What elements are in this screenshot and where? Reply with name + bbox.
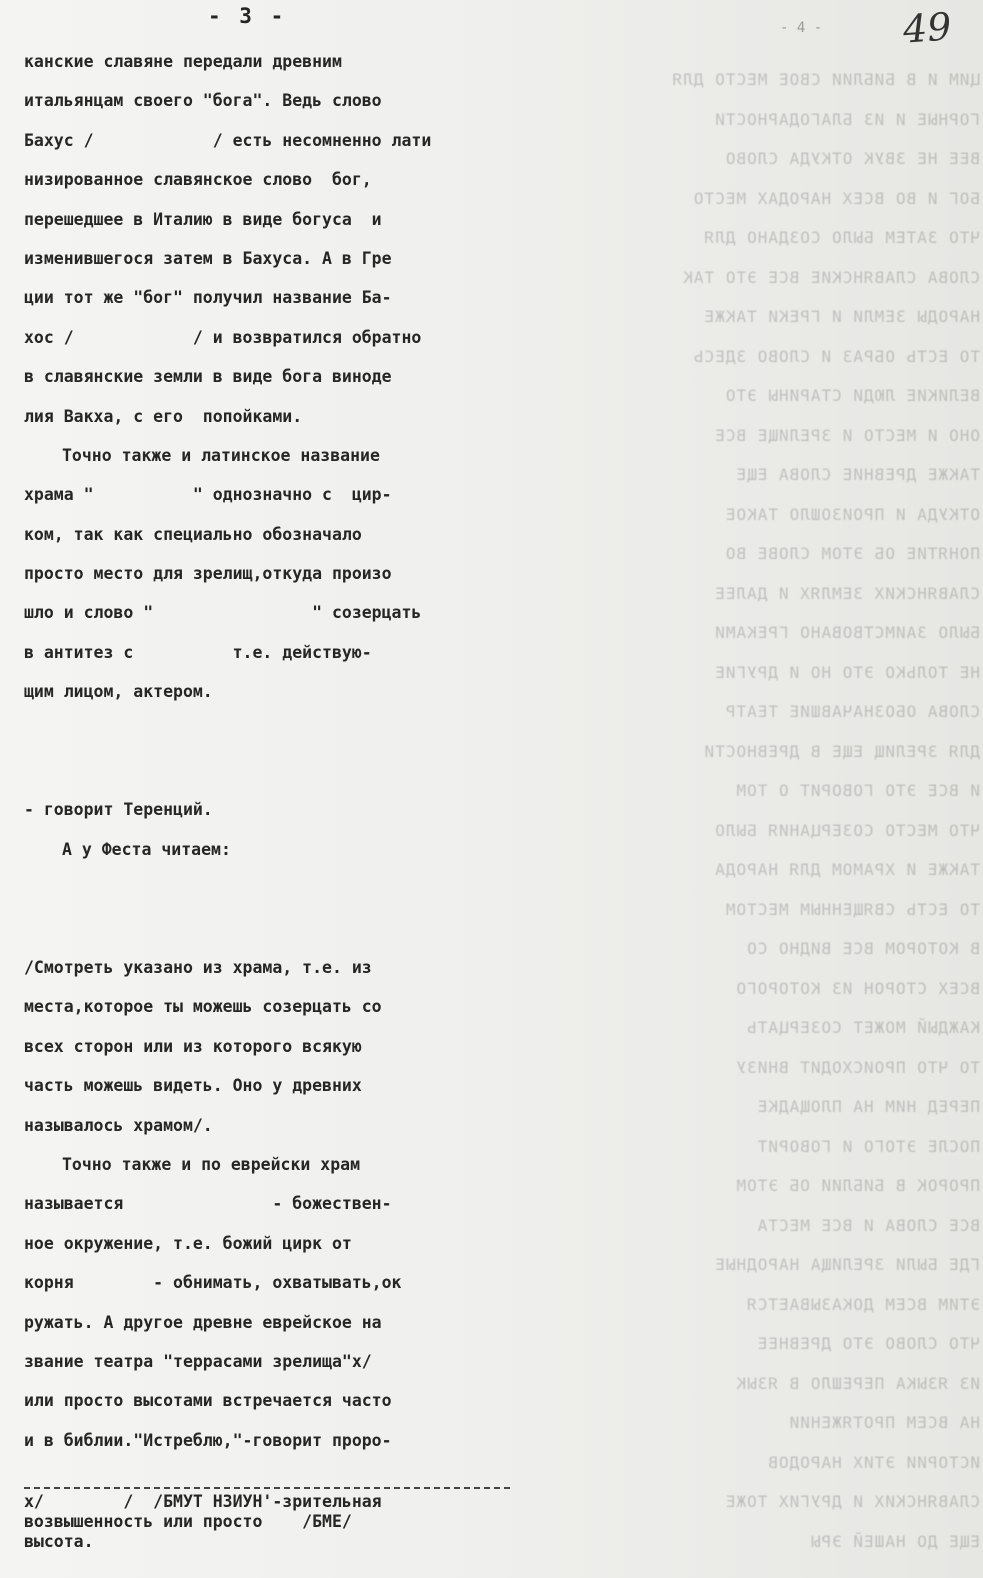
text-line: итальянцам своего "бога". Ведь слово [24,91,382,111]
text-line: ком, так как специально обозначало [24,524,362,544]
text-line: корня - обнимать, охватывать,ок [24,1273,402,1293]
bleed-line: ИСТОРИИ ЭТИХ НАРОДОВ [767,1452,980,1472]
bleed-line: СЛОВА СЛАВЯНСКИЕ ВСЕ ЭТО ТАК [682,267,980,287]
text-line: хос / / и возвратился обратно [24,327,422,347]
bleed-line: БЫЛО ЗАИМСТВОВАНО ГРЕКАМИ [714,623,980,642]
bleed-line: ПОНЯТИЕ ОБ ЭТОМ СЛОВЕ ВО [724,544,980,563]
bleed-line: ВСЕ СЛОВА И ВСЕ МЕСТА [756,1215,980,1235]
bleed-line: ГДЕ БЫЛИ ЗРЕЛИЩА НАРОДНЫЕ [714,1255,980,1274]
text-line: в славянские земли в виде бога виноде [24,367,392,387]
text-line: изменившегося затем в Бахуса. А в Гре [24,248,392,268]
bleed-line: ТО ЧТО ПРОИСХОДИТ ВНИЗУ [735,1057,980,1077]
bleed-line: ЧТО МЕСТО СОЗЕРЦАНИЯ БЫЛО [714,820,980,840]
text-line: ции тот же "бог" получил название Ба- [24,288,392,308]
bleed-line: НА ВСЕМ ПРОТЯЖЕНИИ [788,1413,980,1432]
text-line: лия Вакха, с его попойками. [24,406,303,426]
text-line: канские славяне передали древним [24,52,342,71]
text-line: /Смотреть указано из храма, т.е. из [24,957,372,977]
text-line [24,712,524,751]
text-line: и в библии."Истреблю,"-говорит проро- [24,1430,392,1450]
bleed-line: ЦИМ И В БИБЛИИ СВОЕ МЕСТО ДЛЯ [671,70,980,89]
bleed-line: ПРОРОК В БИБЛИИ ОБ ЭТОМ [735,1176,980,1195]
bleed-line: ТАКЖЕ ДРЕВНИЕ СЛОВА ЕЩЕ [735,465,980,484]
text-line: Точно также и латинское название [62,445,380,465]
typewritten-text [24,42,524,1460]
bleed-line: ВЕЕ НЕ ЗВУК ОТКУДА СЛОВО [724,149,980,168]
bleed-line: И ВСЕ ЭТО ГОВОРИТ О ТОМ [735,781,980,800]
text-line: всех сторон или из которого всякую [24,1036,362,1056]
text-line [24,751,524,790]
bleed-line: КАЖДЫЙ МОЖЕТ СОЗЕРЦАТЬ [746,1018,980,1037]
text-line: места,которое ты можешь созерцать со [24,997,382,1017]
text-line: Бахус / / есть несомненно лати [24,130,432,150]
text-line: Точно также и по еврейски храм [62,1154,361,1174]
text-line: ружать. А другое древне еврейское на [24,1312,382,1332]
text-line: или просто высотами встречается часто [24,1391,392,1411]
text-line: низированное славянское слово бог, [24,170,372,190]
footnote-separator [24,1487,510,1489]
bleed-line: ТО ЕСТЬ СВЯЩЕННЫМ МЕСТОМ [724,899,980,919]
text-line: А у Феста читаем: [62,839,231,859]
faint-page-number: - 4 - [780,20,823,36]
bleed-line: ОТКУДА И ПРОИЗОШЛО ТАКОЕ [724,504,980,524]
bleed-line: ЕЩЕ ДО НАШЕЙ ЭРЫ [809,1531,980,1551]
bleed-line: СЛАВЯНСКИХ ЗЕМЛЯХ И ДАЛЕЕ [714,583,980,603]
footnote-line: х/ / /БМУТ НЗИУН'-зрительная [24,1492,382,1511]
bleed-line: ЧТО ЗАТЕМ БЫЛО СОЗДАНО ДЛЯ [703,228,980,247]
bleed-line: ПОСЛЕ ЭТОГО И ГОВОРИТ [756,1136,980,1156]
bleed-line: ТО ЕСТЬ ОБРАЗ И СЛОВО ЗДЕСЬ [692,346,980,366]
text-line: храма " " однозначно с цир- [24,485,392,505]
text-line: шло и слово " " созерцать [24,603,422,623]
text-line: в антитез с т.е. действую- [24,642,372,662]
text-line: ное окружение, т.е. божий цирк от [24,1233,352,1253]
bleed-line: ЧТО СЛОВО ЭТО ДРЕВНЕЕ [756,1334,980,1353]
bleed-line: ЭТИМ ВСЕМ ДОКАЗЫВАЕТСЯ [746,1294,980,1314]
page-number: - 3 - [208,4,287,28]
bleed-line: В КОТОРОМ ВСЕ ВИДНО СО [746,939,980,958]
text-line: просто место для зрелищ,откуда произо [24,564,392,584]
bleed-through-text [500,60,980,1570]
text-line: щим лицом, актером. [24,682,213,702]
bleed-line: СЛОВА ОБОЗНАЧАВШИЕ ТЕАТР [724,702,980,721]
bleed-line: НАРОДЫ ЗЕМЛИ И ГРЕКИ ТАКЖЕ [703,307,980,326]
bleed-line: БОГ И ВО ВСЕХ НАРОДАХ МЕСТО [692,188,980,208]
text-line: перешедшее в Италию в виде богуса и [24,209,382,229]
footnote [24,1492,524,1552]
bleed-line: НЕ ТОЛЬКО ЭТО НО И ДРУГИЕ [714,662,980,682]
bleed-line: СЛАВЯНСКИХ И ДРУГИХ ТОЖЕ [724,1492,980,1511]
text-line: звание театра "террасами зрелища"х/ [24,1351,372,1371]
bleed-line: ТАКЖЕ И ХРАМОМ ДЛЯ НАРОДА [714,860,980,879]
bleed-line: ВСЕХ СТОРОН ИЗ КОТОРОГО [735,978,980,998]
bleed-line: ИЗ ЯЗЫКА ПЕРЕШЛО В ЯЗЫК [735,1373,980,1393]
bleed-line: ОНО И МЕСТО И ЗРЕЛИЩЕ ВСЕ [714,425,980,445]
bleed-line: ПЕРЕД НИМ НА ПЛОЩАДКЕ [756,1097,980,1116]
handwritten-sheet-number: 49 [901,4,953,52]
text-line: называется - божествен- [24,1194,392,1214]
text-line: - говорит Теренций. [24,800,213,820]
bleed-line: ДЛЯ ЗРЕЛИЩ ЕЩЕ В ДРЕВНОСТИ [703,741,980,761]
bleed-line: ВЕЛИКИЕ ЛЮДИ СТАРИНЫ ЭТО [724,386,980,405]
text-line [24,909,524,948]
bleed-line: ГОРНЫЕ И ИЗ БЛАГОДАРНОСТИ [714,109,980,129]
footnote-line: возвышенность или просто /БМЕ/ [24,1512,352,1531]
footnote-line: высота. [24,1532,94,1551]
text-line: часть можешь видеть. Оно у древних [24,1076,362,1096]
text-line [24,869,524,908]
text-line: называлось храмом/. [24,1115,213,1135]
